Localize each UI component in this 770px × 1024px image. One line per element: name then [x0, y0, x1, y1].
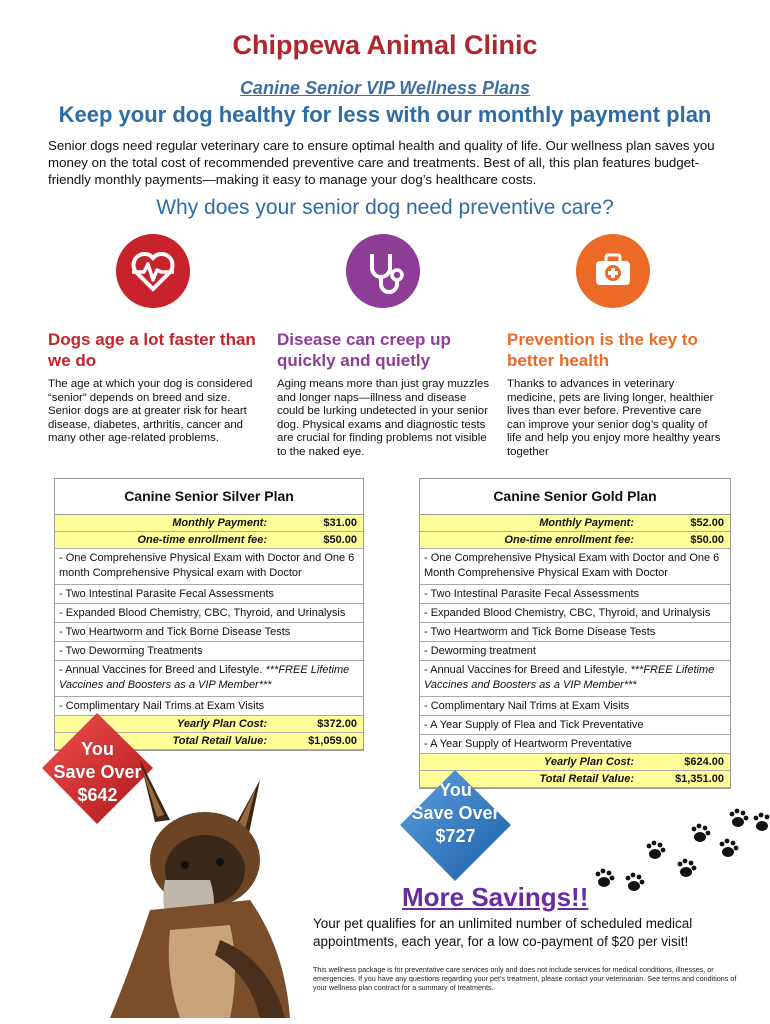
plan-item: - Two Intestinal Parasite Fecal Assessments — [420, 585, 730, 604]
yearly-label: Yearly Plan Cost: — [543, 756, 634, 768]
silver-monthly-row — [55, 515, 363, 532]
plan-item: - Complimentary Nail Trims at Exam Visits — [420, 697, 730, 716]
enroll-label: One-time enrollment fee: — [137, 534, 267, 546]
gold-plan-name: Canine Senior Gold Plan — [420, 479, 730, 515]
plan-item: - A Year Supply of Heartworm Preventative — [420, 735, 730, 754]
enroll-label: One-time enrollment fee: — [504, 534, 634, 546]
page-title: Chippewa Animal Clinic — [232, 30, 538, 60]
plan-item-vaccines — [420, 661, 730, 697]
monthly-label: Monthly Payment: — [172, 517, 267, 529]
vaccine-item: - Annual Vaccines for Breed and Lifestyle. — [59, 664, 263, 676]
yearly-value: $372.00 — [317, 718, 357, 730]
vaccine-item: - Annual Vaccines for Breed and Lifestyle. — [424, 664, 628, 676]
plan-item: - Two Heartworm and Tick Borne Disease Tests — [55, 623, 363, 642]
first-aid-kit-icon — [576, 234, 650, 308]
yearly-label: Yearly Plan Cost: — [176, 718, 267, 730]
retail-label: Total Retail Value: — [539, 773, 634, 785]
retail-value: $1,059.00 — [308, 735, 357, 747]
gold-enroll-row — [420, 532, 730, 549]
savings-line: You — [439, 780, 472, 800]
headline: Keep your dog healthy for less with our monthly payment plan — [58, 102, 712, 127]
silver-enroll-row — [55, 532, 363, 549]
column-title-prevention: Prevention is the key to better health — [507, 330, 698, 370]
retail-value: $1,351.00 — [675, 773, 724, 785]
fine-print: This wellness package is for preventative care services only and does not include services for medical conditions, illnesses, or emergencies. If you have any questions regarding your pet’s treatment, please contact your veterinarian. See terms and conditions of your wellness plan contract for a summary of treatments. — [313, 965, 737, 992]
plan-item: - A Year Supply of Flea and Tick Preventative — [420, 716, 730, 735]
plan-item: - Two Intestinal Parasite Fecal Assessments — [55, 585, 363, 604]
dog-illustration — [70, 760, 320, 1020]
why-heading: Why does your senior dog need preventive care? — [156, 196, 614, 219]
retail-label: Total Retail Value: — [172, 735, 267, 747]
qualifies-text: Your pet qualifies for an unlimited number of scheduled medical appointments, each year, for a low co-payment of $20 per visit! — [313, 916, 693, 949]
gold-plan-table — [419, 478, 731, 789]
vaccine-note: ***FREE Lifetime Vaccines and Boosters as a VIP Member*** — [59, 664, 350, 691]
plan-item: - Deworming treatment — [420, 642, 730, 661]
monthly-value: $31.00 — [323, 517, 357, 529]
plan-item: - Expanded Blood Chemistry, CBC, Thyroid, and Urinalysis — [420, 604, 730, 623]
gold-savings-text — [398, 779, 513, 848]
gold-savings-badge — [398, 768, 513, 883]
column-text-disease: Aging means more than just gray muzzles and longer naps—illness and disease could be lurking undetected in your senior dog. Physical exams and diagnostic tests are crucial for finding problems not visible to the naked eye. — [277, 378, 490, 458]
plan-subtitle: Canine Senior VIP Wellness Plans — [239, 78, 531, 98]
monthly-label: Monthly Payment: — [539, 517, 634, 529]
gold-monthly-row — [420, 515, 730, 532]
savings-amount: $642 — [77, 785, 118, 805]
plan-item: - Expanded Blood Chemistry, CBC, Thyroid, and Urinalysis — [55, 604, 363, 623]
column-title-disease: Disease can creep up quickly and quietly — [277, 330, 451, 370]
vaccine-note: ***FREE Lifetime Vaccines and Boosters as a VIP Member*** — [424, 664, 715, 691]
monthly-value: $52.00 — [690, 517, 724, 529]
intro-paragraph: Senior dogs need regular veterinary care to ensure optimal health and quality of life. Our wellness plan saves you money on the total cost of recommended preventive care and treatments. Best of all, this plan features budget-friendly monthly payments—making it easy to manage your dog’s healthcare costs. — [48, 138, 715, 187]
more-savings-heading: More Savings!! — [402, 882, 589, 912]
plan-item-vaccines — [55, 661, 363, 697]
heart-pulse-icon — [116, 234, 190, 308]
column-title-aging: Dogs age a lot faster than we do — [48, 330, 256, 370]
enroll-value: $50.00 — [690, 534, 724, 546]
savings-line: You — [81, 739, 114, 759]
column-text-aging: The age at which your dog is considered “senior” depends on breed and size. Senior dogs are at greater risk for heart disease, diabetes, arthritis, cancer and many other age-related problems. — [48, 378, 253, 445]
silver-plan-name: Canine Senior Silver Plan — [55, 479, 363, 515]
savings-line: Save Over — [411, 803, 500, 823]
enroll-value: $50.00 — [323, 534, 357, 546]
column-text-prevention: Thanks to advances in veterinary medicine, pets are living longer, healthier lives than ever before. Preventive care can improve your senior dog’s quality of life and help you enjoy more healthy years together — [507, 378, 721, 458]
plan-item: - One Comprehensive Physical Exam with Doctor and One 6 Month Comprehensive Physical Exam with Doctor — [420, 549, 730, 585]
savings-line: Save Over — [53, 762, 142, 782]
savings-amount: $727 — [435, 826, 476, 846]
paw-prints-icon — [590, 800, 770, 895]
yearly-value: $624.00 — [684, 756, 724, 768]
plan-item: - Complimentary Nail Trims at Exam Visits — [55, 697, 363, 716]
plan-item: - Two Deworming Treatments — [55, 642, 363, 661]
plan-item: - One Comprehensive Physical Exam with Doctor and One 6 month Comprehensive Physical exam with Doctor — [55, 549, 363, 585]
plan-item: - Two Heartworm and Tick Borne Disease Tests — [420, 623, 730, 642]
stethoscope-icon — [346, 234, 420, 308]
